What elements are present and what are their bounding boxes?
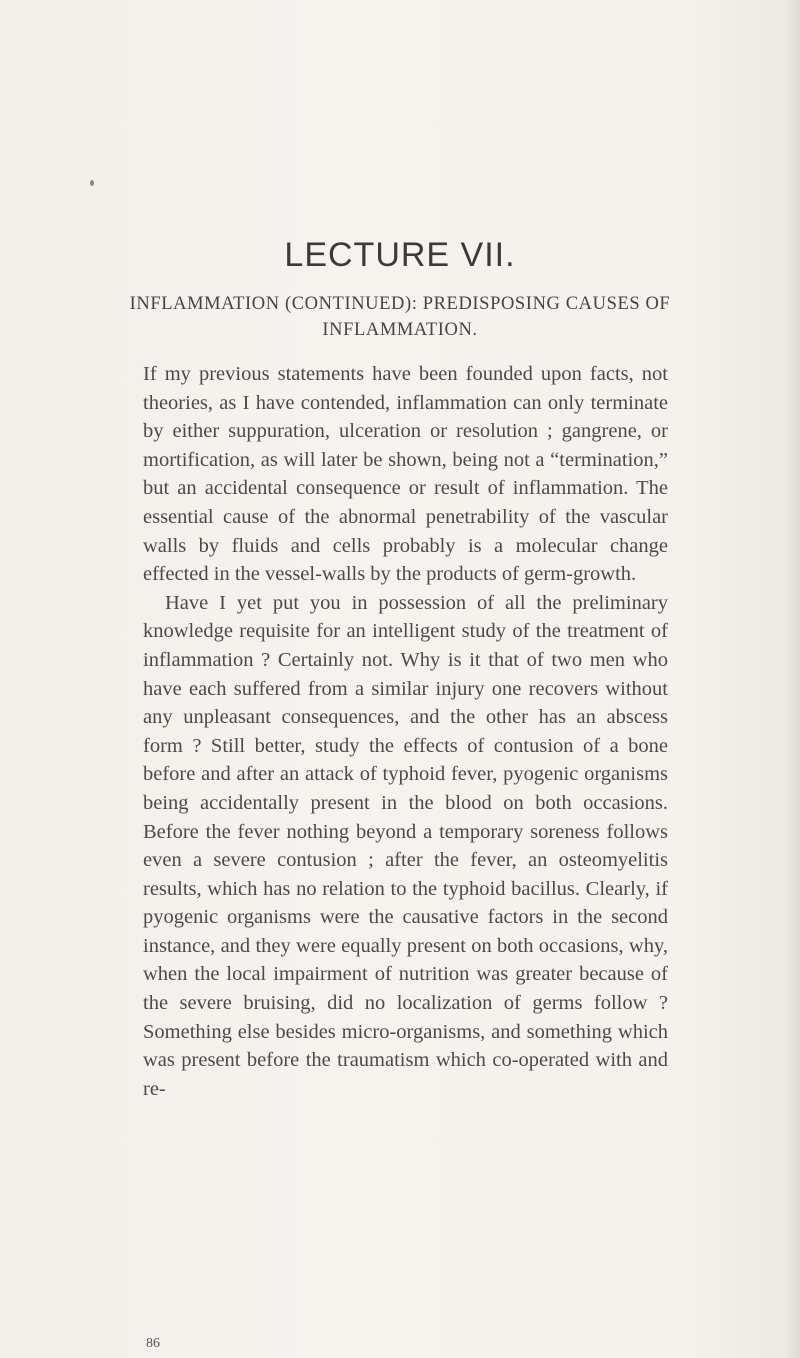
page-number: 86 [146, 1336, 160, 1351]
body-text [143, 360, 668, 1103]
page-edge-shadow [786, 0, 800, 1358]
paragraph-2: Have I yet put you in possession of all the preliminary knowledge requisite for an intelligent study of the treatment of inflammation ? Certainly not. Why is it that of two men who have each suffered from a similar injury one recovers without any unpleasant consequences, and the other has an abscess form ? Still better, study the effects of contusion of a bone before and after an attack of typhoid fever, pyogenic organisms being accidentally present in the blood on both occasions. Before the fever nothing beyond a temporary soreness follows even a severe contusion ; after the fever, an osteomyelitis results, which has no relation to the typhoid bacillus. Clearly, if pyogenic organisms were the causative factors in the second instance, and they were equally present on both occasions, why, when the local impairment of nutrition was greater because of the severe bruising, did no localization of germs follow ? Something else besides micro-organisms, and something which was present before the traumatism which co-operated with and re- [143, 591, 668, 1100]
chapter-subtitle: INFLAMMATION (CONTINUED): PREDISPOSING CAUSES OF INFLAMMATION. [129, 294, 671, 340]
ink-speck [90, 180, 94, 186]
paragraph-1: If my previous statements have been founded upon facts, not theories, as I have contended, inflammation can only terminate by either suppuration, ulceration or resolution ; gangrene, or mortification, as will later be shown, being not a “termination,” but an accidental consequence or result of inflammation. The essential cause of the abnormal penetrability of the vascular walls by fluids and cells probably is a molecular change effected in the vessel-walls by the products of germ-growth. [143, 363, 668, 586]
lecture-title: LECTURE VII. [284, 236, 516, 274]
